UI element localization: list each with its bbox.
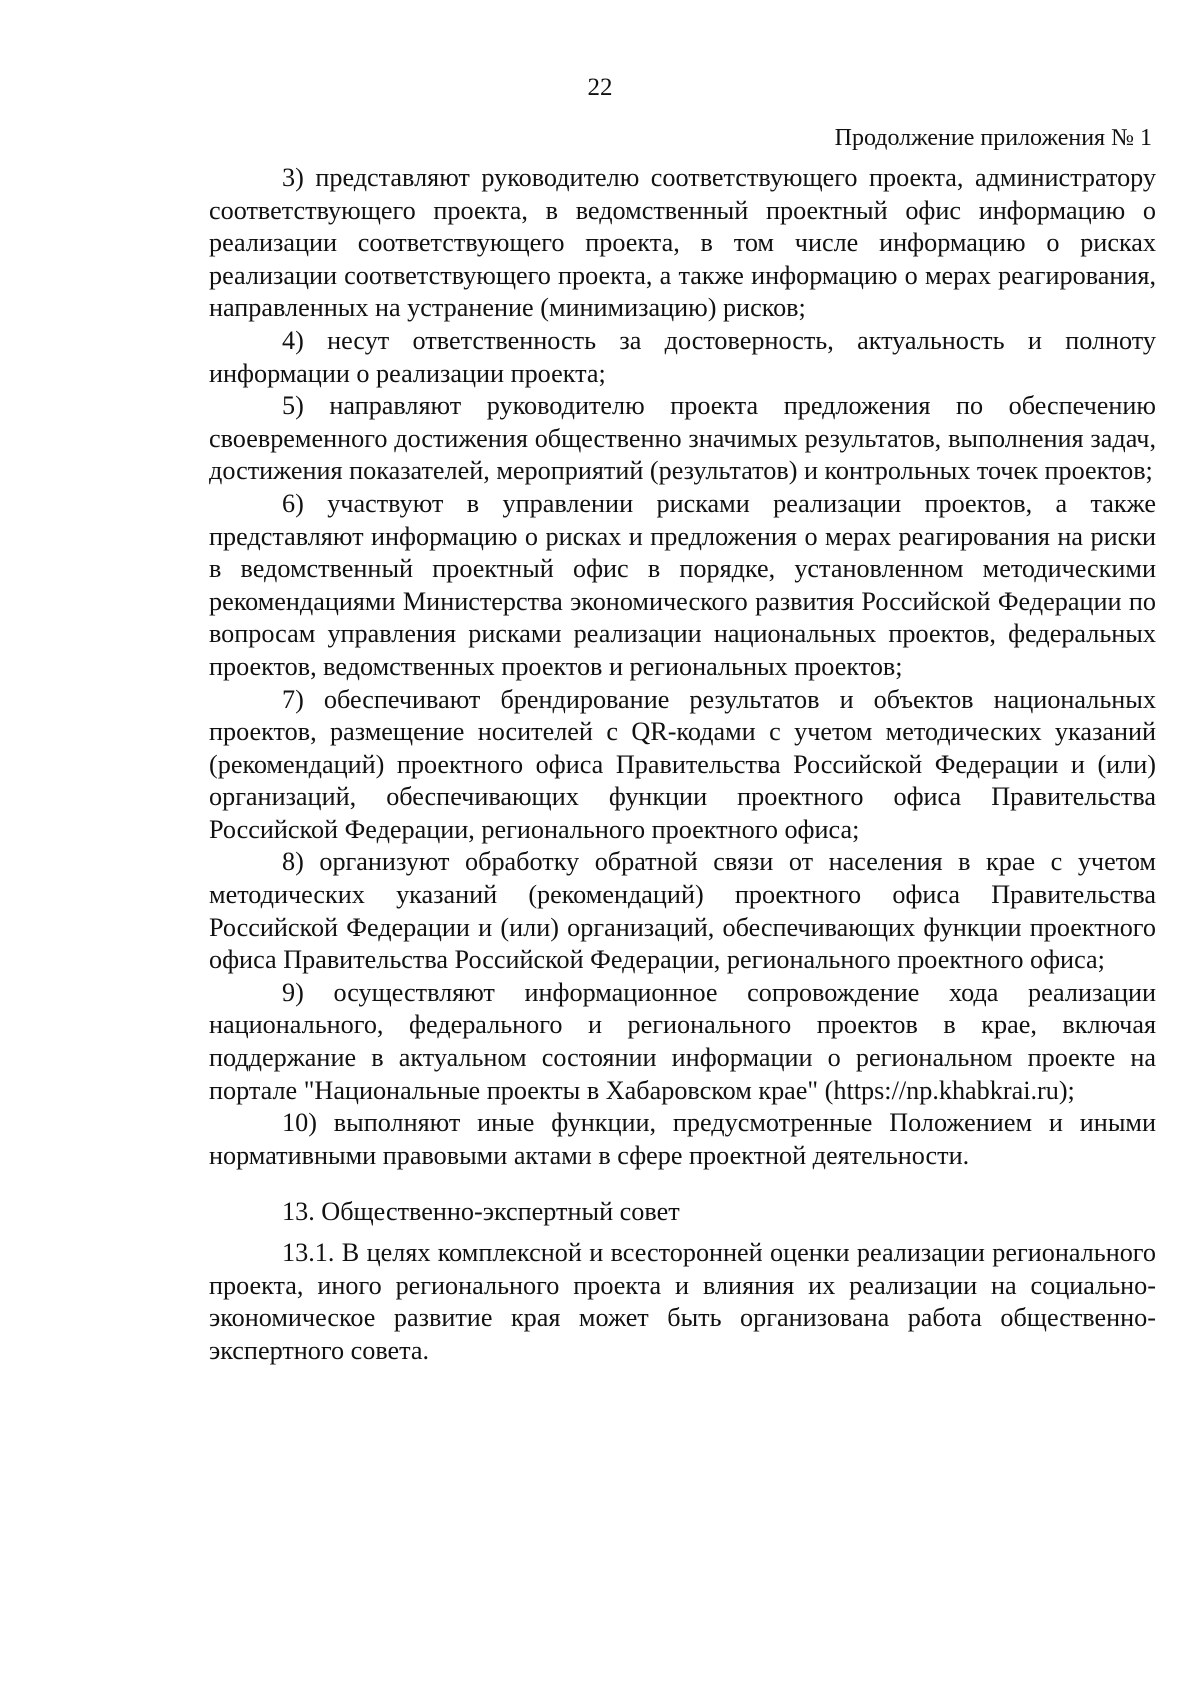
list-item-4: 4) несут ответственность за достоверность, актуальность и полноту информации о реализации проекта; xyxy=(209,325,1156,388)
list-item-7: 7) обеспечивают брендирование результатов и объектов национальных проектов, размещение носителей с QR-кодами с учетом методических указаний (рекомендаций) проектного офиса Правительства Российской Федерации и (или) организаций, обеспечивающих функции проектного офиса Правительства Российской Федерации, регионального проектного офиса; xyxy=(209,684,1156,844)
list-item-5: 5) направляют руководителю проекта предложения по обеспечению своевременного достижения общественно значимых результатов, выполнения задач, достижения показателей, мероприятий (результатов) и контрольных точек проектов; xyxy=(209,391,1156,486)
appendix-continuation-label: Продолжение приложения № 1 xyxy=(834,125,1152,151)
list-item-9: 9) осуществляют информационное сопровождение хода реализации национального, федерального и регионального проектов в крае, включая поддержание в актуальном состоянии информации о региональном проекте на портале "Национальные проекты в Хабаровском крае" (https://np.khabkrai.ru); xyxy=(209,977,1156,1105)
document-body xyxy=(209,162,1156,1367)
list-item-3: 3) представляют руководителю соответствующего проекта, администратору соответствующего проекта, в ведомственный проектный офис информацию о реализации соответствующего проекта, в том числе информацию о рисках реализации соответствующего проекта, а также информацию о мерах реагирования, направленных на устранение (минимизацию) рисков; xyxy=(209,163,1156,323)
page-number: 22 xyxy=(587,74,613,101)
list-item-8: 8) организуют обработку обратной связи от населения в крае с учетом методических указаний (рекомендаций) проектного офиса Правительства Российской Федерации и (или) организаций, обеспечивающих функции проектного офиса Правительства Российской Федерации, регионального проектного офиса; xyxy=(209,847,1156,975)
list-item-10: 10) выполняют иные функции, предусмотренные Положением и иными нормативными правовыми актами в сфере проектной деятельности. xyxy=(209,1108,1156,1170)
clause-13-1: 13.1. В целях комплексной и всесторонней оценки реализации регионального проекта, иного регионального проекта и влияния их реализации на социально-экономическое развитие края может быть организована работа общественно-экспертного совета. xyxy=(209,1238,1156,1365)
section-heading: 13. Общественно-экспертный совет xyxy=(282,1197,680,1227)
list-item-6: 6) участвуют в управлении рисками реализации проектов, а также представляют информацию о рисках и предложения о мерах реагирования на риски в ведомственный проектный офис в порядке, установленном методическими рекомендациями Министерства экономического развития Российской Федерации по вопросам управления рисками реализации национальных проектов, федеральных проектов, ведомственных проектов и региональных проектов; xyxy=(209,488,1156,681)
